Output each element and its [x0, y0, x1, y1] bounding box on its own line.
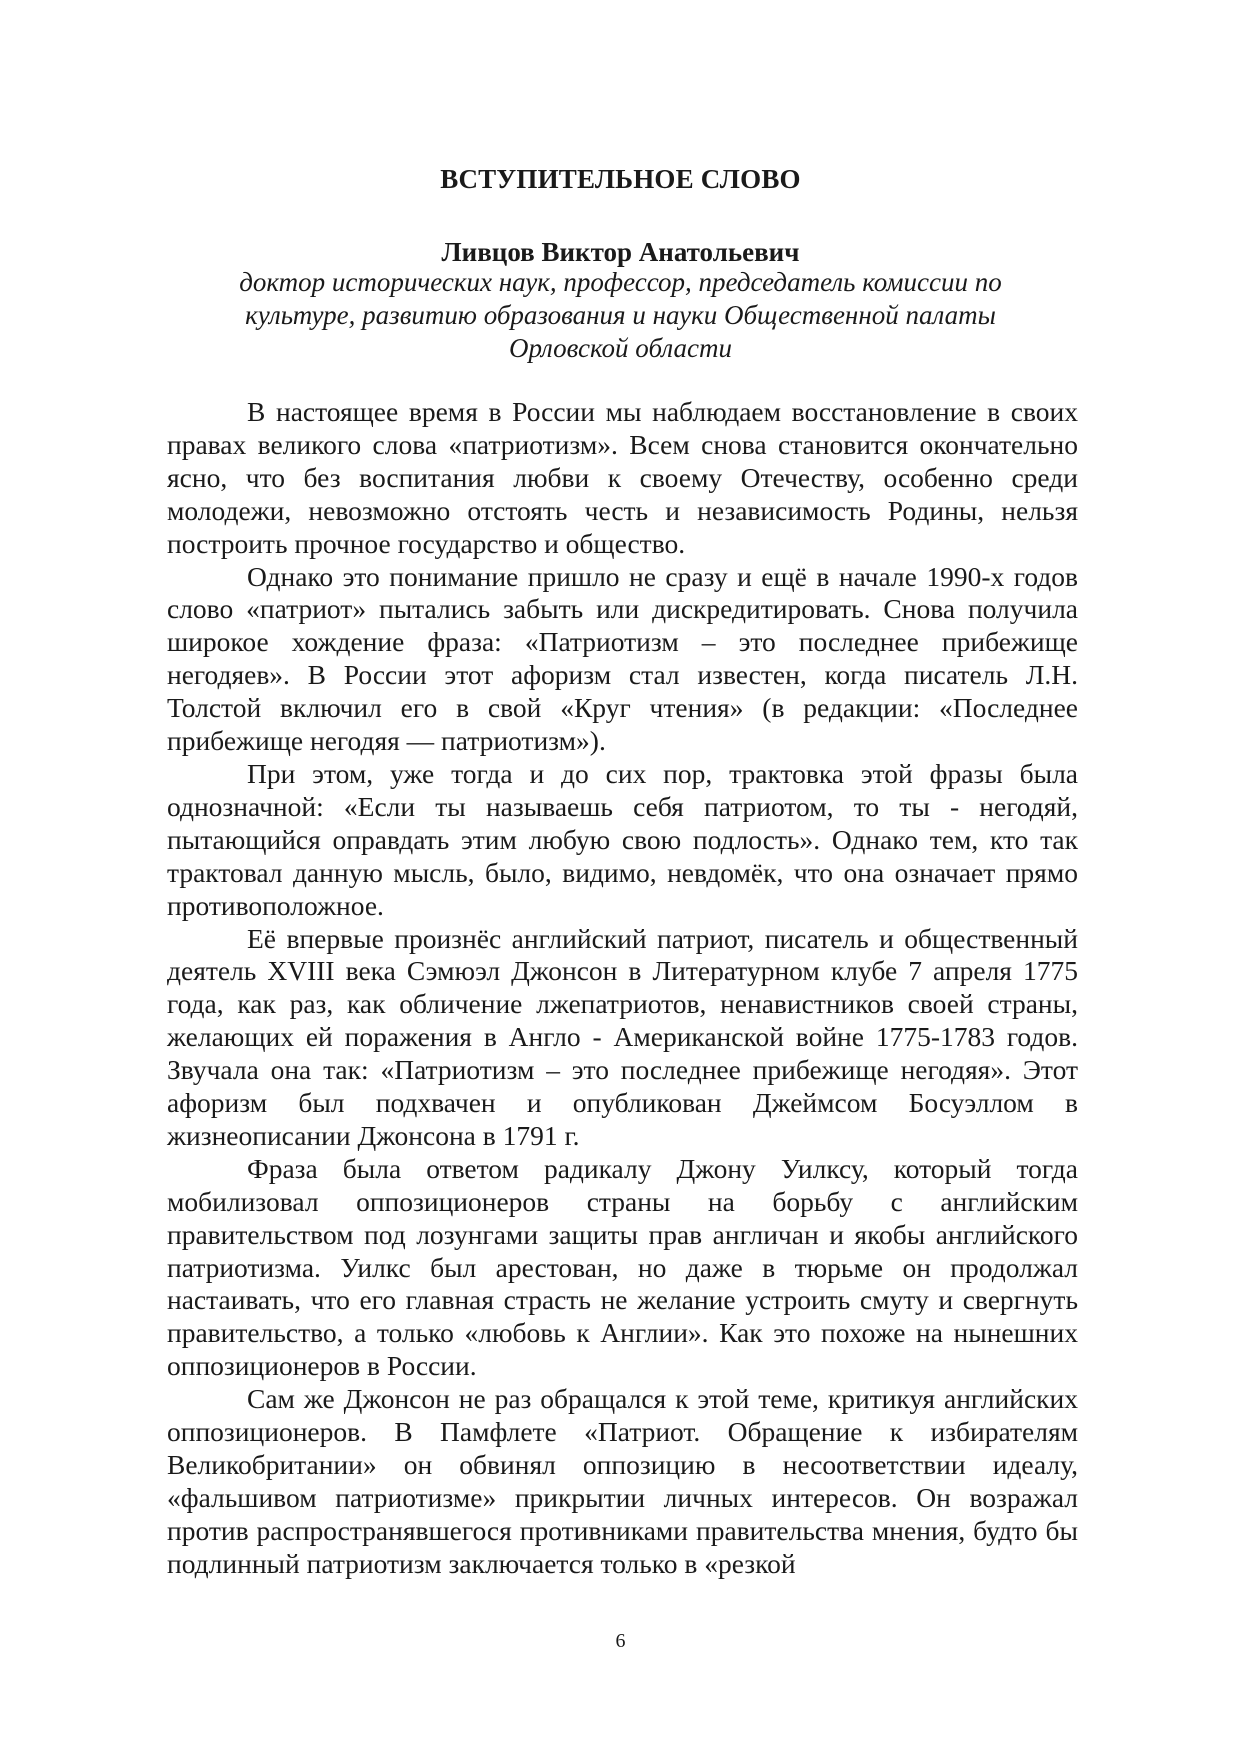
paragraph: В настоящее время в России мы наблюдаем восстановление в своих правах великого слова «патриотизм». Всем снова становится окончательно ясно, что без воспитания любви к своему Отечеству, особенно среди молодежи, невозможно отстоять честь и независимость Родины, нельзя построить прочное государство и общество.: [167, 396, 1078, 559]
affiliation-line: культуре, развитию образования и науки Общественной палаты: [245, 300, 996, 330]
paragraph: Фраза была ответом радикалу Джону Уилксу, который тогда мобилизовал оппозиционеров страны на борьбу с английским правительством под лозунгами защиты прав англичан и якобы английского патриотизма. Уилкс был арестован, но даже в тюрьме он продолжал настаивать, что его главная страсть не желание устроить смуту и свергнуть правительство, а только «любовь к Англии». Как это похоже на нынешних оппозиционеров в России.: [167, 1152, 1078, 1382]
paragraph: Её впервые произнёс английский патриот, писатель и общественный деятель XVIII века Сэмюэл Джонсон в Литературном клубе 7 апреля 1775 года, как раз, как обличение лжепатриотов, ненавистников своей страны, желающих ей поражения в Англо - Американской войне 1775-1783 годов. Звучала она так: «Патриотизм – это последнее прибежище негодяя». Этот афоризм был подхвачен и опубликован Джеймсом Босуэллом в жизнеописании Джонсона в 1791 г.: [167, 922, 1078, 1151]
author-affiliation: [0, 266, 1241, 365]
page-number: 6: [615, 1630, 626, 1652]
affiliation-line: доктор исторических наук, профессор, председатель комиссии по: [239, 267, 1002, 297]
page-title: ВСТУПИТЕЛЬНОЕ СЛОВО: [440, 164, 801, 194]
author-name: Ливцов Виктор Анатольевич: [441, 237, 800, 267]
paragraph: Сам же Джонсон не раз обращался к этой теме, критикуя английских оппозиционеров. В Памфлете «Патриот. Обращение к избирателям Великобритании» он обвинял оппозицию в несоответствии идеалу, «фальшивом патриотизме» прикрытии личных интересов. Он возражал против распространявшегося противниками правительства мнения, будто бы подлинный патриотизм заключается только в «резкой: [167, 1383, 1078, 1579]
body-text: [167, 396, 1078, 1581]
affiliation-line: Орловской области: [509, 333, 732, 363]
paragraph: Однако это понимание пришло не сразу и ещё в начале 1990-х годов слово «патриот» пытались забыть или дискредитировать. Снова получила широкое хождение фраза: «Патриотизм – это последнее прибежище негодяев». В России этот афоризм стал известен, когда писатель Л.Н. Толстой включил его в свой «Круг чтения» (в редакции: «Последнее прибежище негодяя — патриотизм»).: [167, 560, 1078, 757]
paragraph: При этом, уже тогда и до сих пор, трактовка этой фразы была однозначной: «Если ты называешь себя патриотом, то ты - негодяй, пытающийся оправдать этим любую свою подлость». Однако тем, кто так трактовал данную мысль, было, видимо, невдомёк, что она означает прямо противоположное.: [167, 757, 1078, 921]
